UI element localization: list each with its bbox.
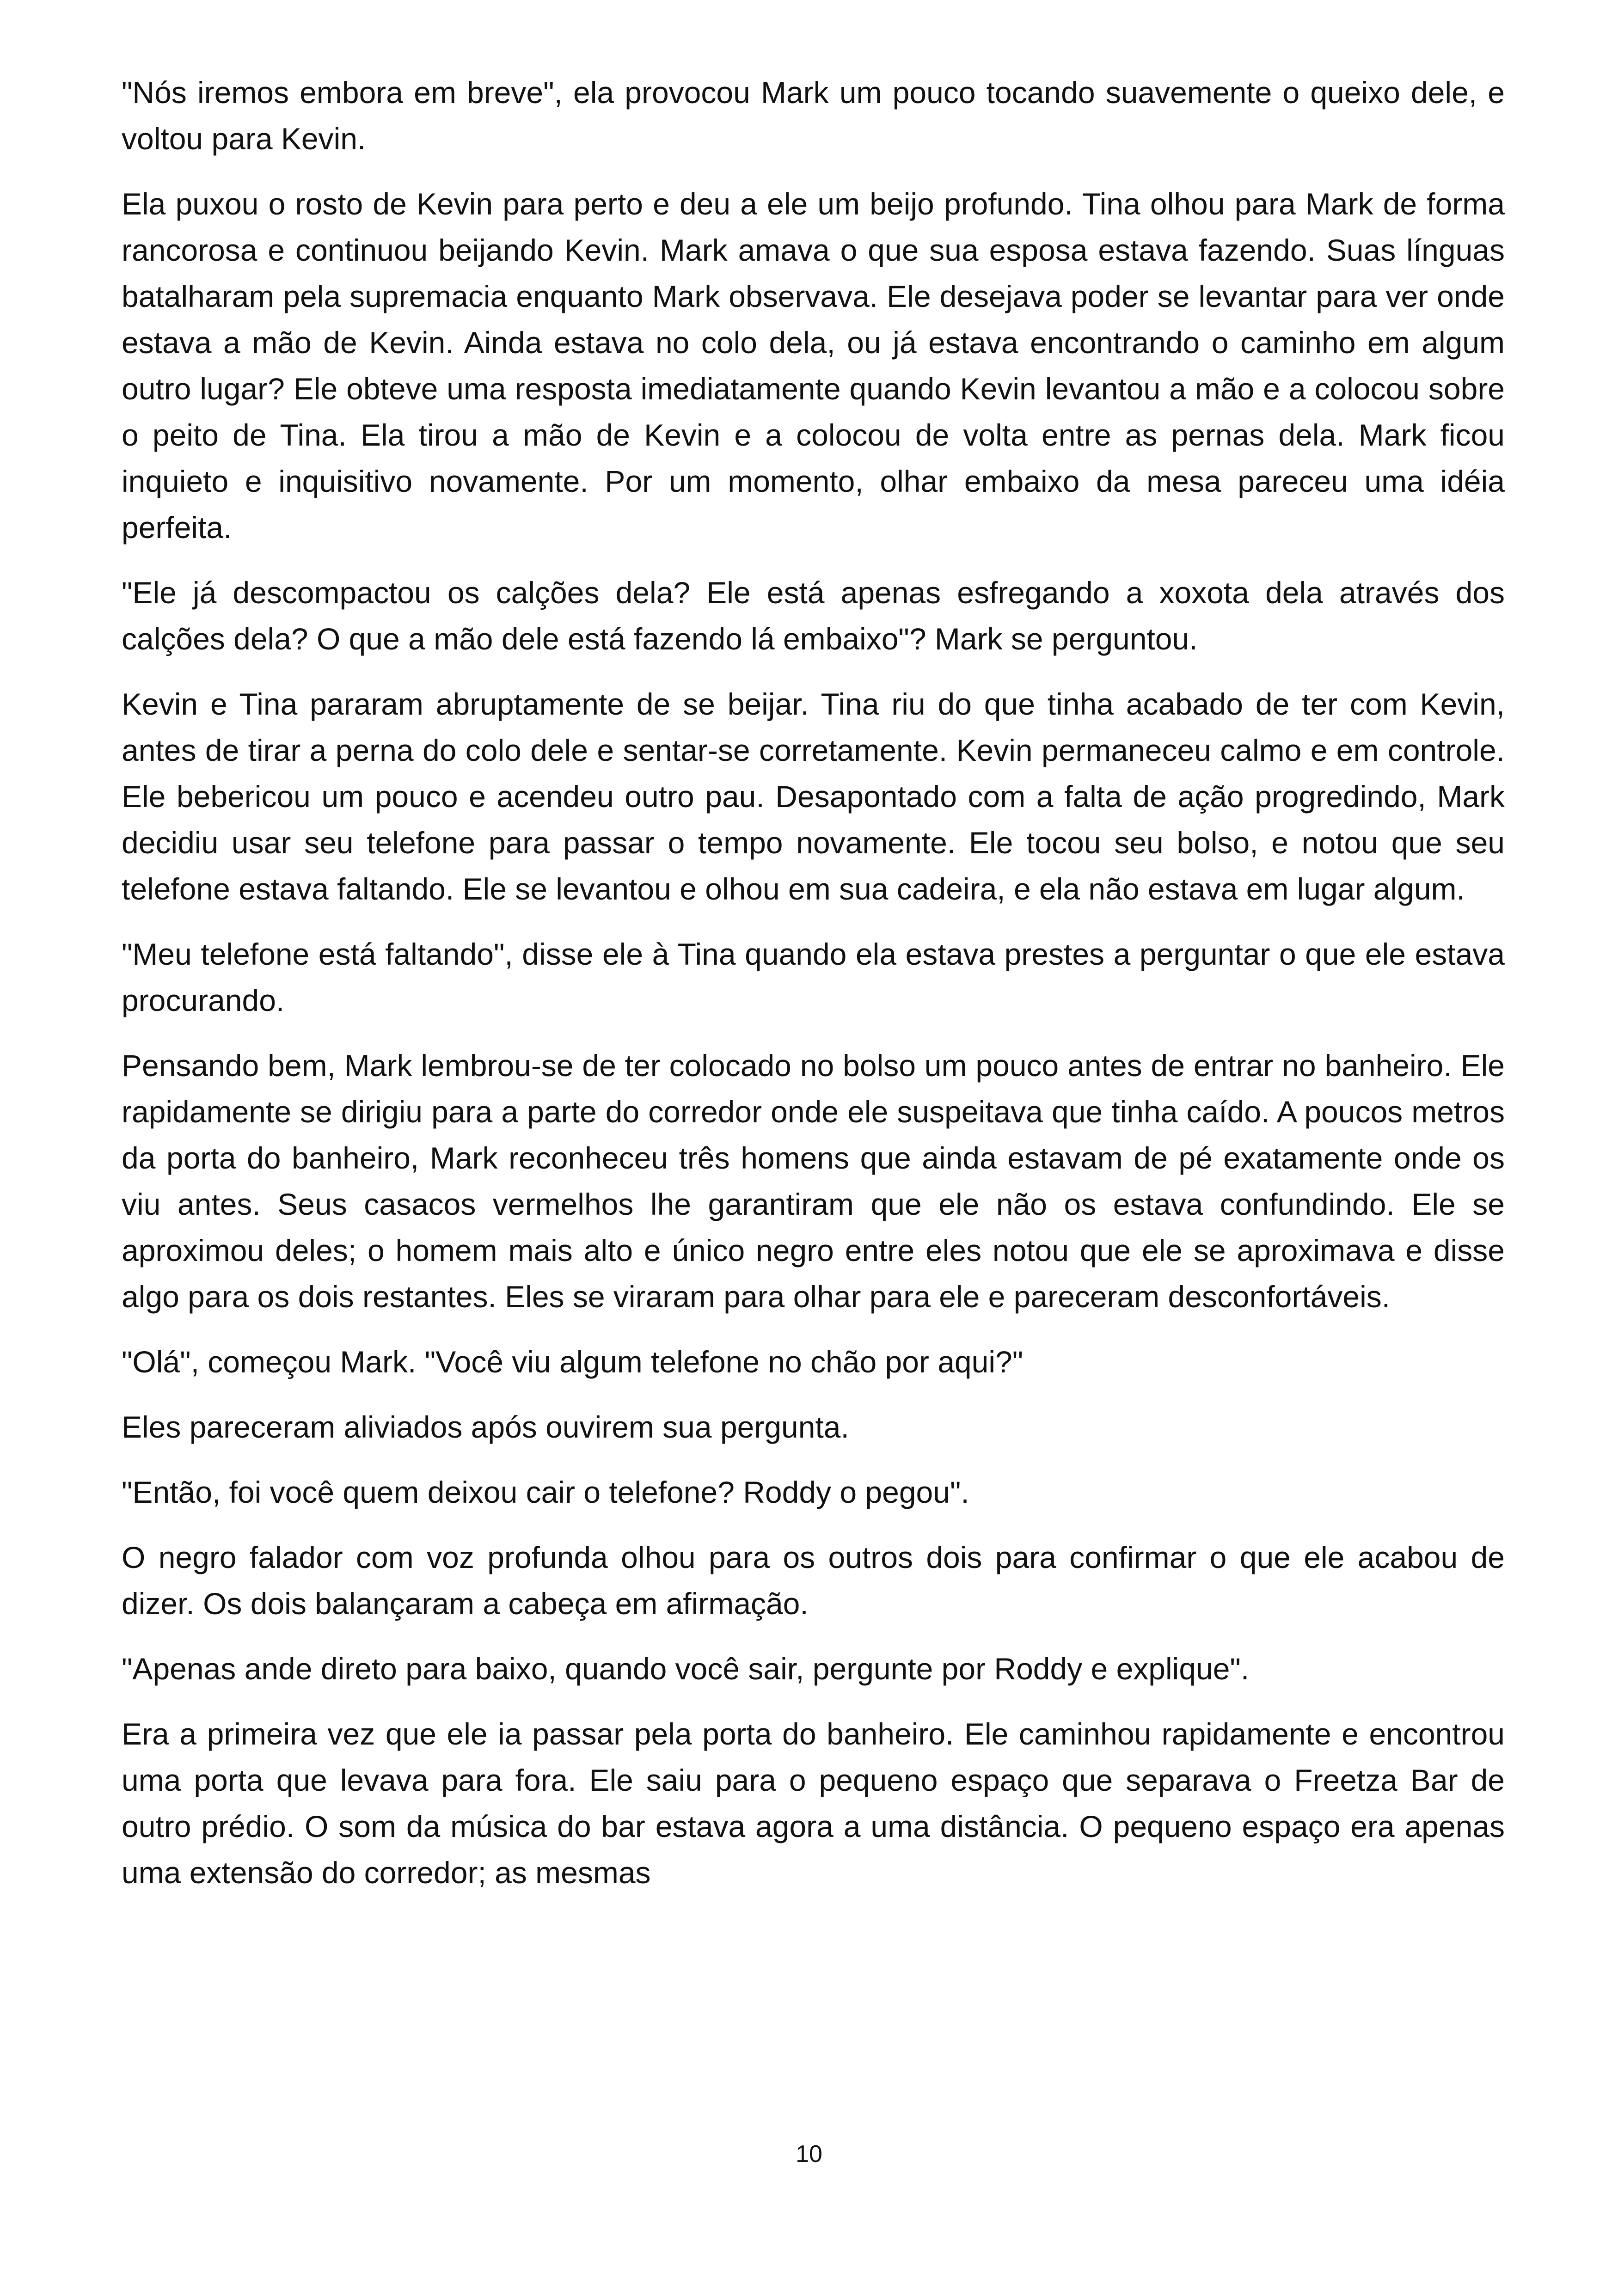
paragraph: "Meu telefone está faltando", disse ele à Tina quando ela estava prestes a perguntar o que ele estava procurando. (122, 937, 1505, 1017)
paragraph: "Ele já descompactou os calções dela? Ele está apenas esfregando a xoxota dela através dos calções dela? O que a mão dele está fazendo lá embaixo"? Mark se perguntou. (122, 576, 1505, 656)
paragraph: Era a primeira vez que ele ia passar pela porta do banheiro. Ele caminhou rapidamente e encontrou uma porta que levava para fora. Ele saiu para o pequeno espaço que separava o Freetza Bar de outro prédio. O som da música do bar estava agora a uma distância. O pequeno espaço era apenas uma extensão do corredor; as mesmas (122, 1717, 1505, 1890)
paragraph: Ela puxou o rosto de Kevin para perto e deu a ele um beijo profundo. Tina olhou para Mark de forma rancorosa e continuou beijando Kevin. Mark amava o que sua esposa estava fazendo. Suas línguas batalharam pela supremacia enquanto Mark observava. Ele desejava poder se levantar para ver onde estava a mão de Kevin. Ainda estava no colo dela, ou já estava encontrando o caminho em algum outro lugar? Ele obteve uma resposta imediatamente quando Kevin levantou a mão e a colocou sobre o peito de Tina. Ela tirou a mão de Kevin e a colocou de volta entre as pernas dela. Mark ficou inquieto e inquisitivo novamente. Por um momento, olhar embaixo da mesa pareceu uma idéia perfeita. (122, 187, 1505, 545)
paragraph: "Apenas ande direto para baixo, quando você sair, pergunte por Roddy e explique". (122, 1652, 1250, 1686)
paragraph: "Olá", começou Mark. "Você viu algum telefone no chão por aqui?" (122, 1345, 1024, 1379)
paragraph: Eles pareceram aliviados após ouvirem sua pergunta. (122, 1410, 849, 1444)
paragraph: Kevin e Tina pararam abruptamente de se beijar. Tina riu do que tinha acabado de ter com Kevin, antes de tirar a perna do colo dele e sentar-se corretamente. Kevin permaneceu calmo e em controle. Ele bebericou um pouco e acendeu outro pau. Desapontado com a falta de ação progredindo, Mark decidiu usar seu telefone para passar o tempo novamente. Ele tocou seu bolso, e notou que seu telefone estava faltando. Ele se levantou e olhou em sua cadeira, e ela não estava em lugar algum. (122, 687, 1505, 906)
paragraph: "Então, foi você quem deixou cair o telefone? Roddy o pegou". (122, 1475, 969, 1509)
paragraph: O negro falador com voz profunda olhou para os outros dois para confirmar o que ele acabou de dizer. Os dois balançaram a cabeça em afirmação. (122, 1540, 1505, 1621)
paragraph: "Nós iremos embora em breve", ela provocou Mark um pouco tocando suavemente o queixo dele, e voltou para Kevin. (122, 75, 1505, 156)
page-number: 10 (796, 2141, 822, 2167)
paragraph: Pensando bem, Mark lembrou-se de ter colocado no bolso um pouco antes de entrar no banheiro. Ele rapidamente se dirigiu para a parte do corredor onde ele suspeitava que tinha caído. A poucos metros da porta do banheiro, Mark reconheceu três homens que ainda estavam de pé exatamente onde os viu antes. Seus casacos vermelhos lhe garantiram que ele não os estava confundindo. Ele se aproximou deles; o homem mais alto e único negro entre eles notou que ele se aproximava e disse algo para os dois restantes. Eles se viraram para olhar para ele e pareceram desconfortáveis. (122, 1048, 1505, 1314)
page-body (122, 69, 1505, 1915)
